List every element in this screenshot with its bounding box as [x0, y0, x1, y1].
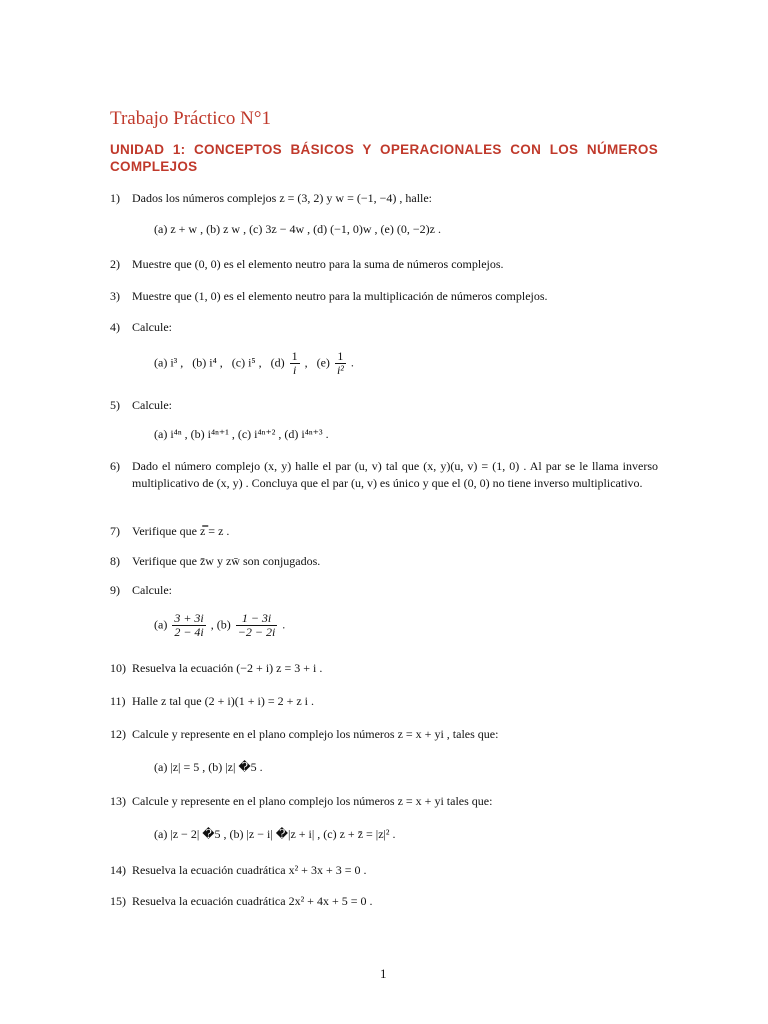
- exercise-text: Dado el número complejo (x, y) halle el par (u, v) tal que (x, y)(u, v) = (1, 0) . Al par se le llama inverso multiplicativo de (x, y) . Concluya que el par (u, v) es único y que el (0, 0) no tiene inverso multiplicativo.: [132, 459, 658, 490]
- numerator: 1: [335, 350, 346, 364]
- denominator: i: [292, 363, 297, 377]
- exercise-text: Verifique que z̄w y zw̄ son conjugados.: [132, 554, 321, 568]
- exercise-text: Calcule:: [132, 583, 172, 597]
- numerator: 1: [291, 349, 298, 363]
- numerator: 1 − 3i: [236, 612, 278, 626]
- part-a: (a): [154, 617, 168, 632]
- exercise-1-parts: (a) z + w , (b) z w , (c) 3z − 4w , (d) (−1, 0)w , (e) (0, −2)z .: [154, 222, 441, 236]
- exercise-text: Muestre que (0, 0) es el elemento neutro para la suma de números complejos.: [132, 257, 504, 271]
- exercise-12-parts: (a) |z| = 5 , (b) |z| �5 .: [154, 760, 263, 774]
- exercise-number: 13): [110, 794, 126, 808]
- exercise-text: Dados los números complejos z = (3, 2) y w = (−1, −4) , halle:: [132, 191, 433, 205]
- part-b: , (b): [210, 617, 231, 632]
- unit-heading: UNIDAD 1: CONCEPTOS BÁSICOS Y OPERACIONALES CON LOS NÚMEROS COMPLEJOS: [110, 142, 658, 174]
- fraction-d: [290, 350, 300, 377]
- exercise-number: 1): [110, 191, 120, 205]
- denominator: 2 − 4i: [174, 625, 204, 639]
- exercise-5-parts: (a) i⁴ⁿ , (b) i⁴ⁿ⁺¹ , (c) i⁴ⁿ⁺² , (d) i⁴ⁿ⁺³ .: [154, 427, 329, 441]
- exercise-text: Resuelva la ecuación cuadrática 2x² + 4x + 5 = 0 .: [132, 894, 373, 908]
- part-e: (e): [316, 355, 330, 370]
- page-number: 1: [380, 966, 387, 981]
- exercise-text: Calcule y represente en el plano complejo los números z = x + yi tales que:: [132, 794, 493, 808]
- exercise-number: 2): [110, 257, 120, 271]
- exercise-number: 14): [110, 863, 126, 877]
- exercise-number: 12): [110, 727, 126, 741]
- fraction-b: [236, 612, 278, 639]
- page-title: Trabajo Práctico N°1: [110, 108, 271, 129]
- exercise-number: 8): [110, 554, 120, 568]
- exercise-number: 9): [110, 583, 120, 597]
- part-c: (c) i⁵ ,: [231, 355, 262, 370]
- exercise-text: Halle z tal que (2 + i)(1 + i) = 2 + z i .: [132, 694, 315, 708]
- exercise-4-parts: (a) i³ , (b) i⁴ , (c) i⁵ , (d) $\frac{1}{i}$ , (e) $\frac{1}{\text{i²}}$ .: [154, 349, 354, 377]
- exercise-number: 6): [110, 459, 120, 473]
- period: .: [282, 617, 286, 632]
- exercise-number: 3): [110, 289, 120, 303]
- fraction-e: [335, 350, 346, 377]
- fraction-a: [172, 612, 205, 639]
- part-d: (d): [270, 355, 285, 370]
- denominator: −2 − 2i: [237, 625, 276, 639]
- exercise-number: 7): [110, 524, 120, 538]
- exercise-text: Verifique que z̿ = z .: [132, 524, 230, 538]
- numerator: 3 + 3i: [174, 611, 204, 625]
- exercise-text: Resuelva la ecuación cuadrática x² + 3x + 3 = 0 .: [132, 863, 367, 877]
- part-b: (b) i⁴ ,: [192, 355, 223, 370]
- exercise-number: 5): [110, 398, 120, 412]
- exercise-number: 10): [110, 661, 126, 675]
- exercise-text: Calcule y represente en el plano complejo los números z = x + yi , tales que:: [132, 727, 499, 741]
- exercise-text: Calcule:: [132, 398, 172, 412]
- part-a: (a) i³ ,: [154, 355, 184, 370]
- exercise-13-parts: (a) |z − 2| �5 , (b) |z − i| �|z + i| , (c) z + z̄ = |z|² .: [154, 827, 396, 841]
- exercise-text: Muestre que (1, 0) es el elemento neutro para la multiplicación de números complejos.: [132, 289, 548, 303]
- exercise-number: 4): [110, 320, 120, 334]
- denominator: i²: [336, 363, 344, 377]
- exercise-text: Resuelva la ecuación (−2 + i) z = 3 + i .: [132, 661, 323, 675]
- exercise-text: Calcule:: [132, 320, 172, 334]
- exercise-number: 11): [110, 694, 126, 708]
- exercise-number: 15): [110, 894, 126, 908]
- exercise-9-parts: [154, 612, 285, 639]
